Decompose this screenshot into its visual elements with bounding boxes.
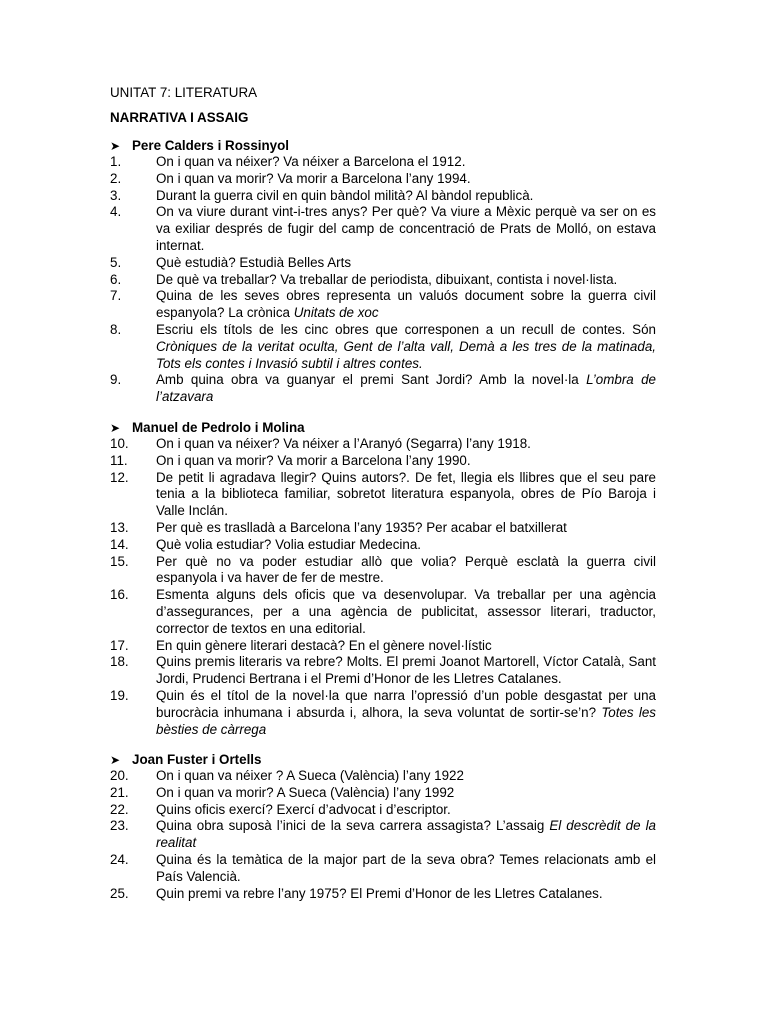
question-text: Quins premis literaris va rebre? Molts. El premi Joanot Martorell, Víctor Català, Sant Jordi, Prudenci Bertrana i el Premi d’Honor de les Lletres Catalanes. xyxy=(156,654,656,687)
question-list-calders xyxy=(110,154,656,406)
list-item xyxy=(110,188,656,205)
list-item xyxy=(110,436,656,453)
question-number: 12. xyxy=(110,469,129,485)
question-text: On i quan va néixer? Va néixer a l’Aranyó (Segarra) l’any 1918. xyxy=(156,436,531,451)
question-number: 25. xyxy=(110,885,129,901)
question-text: On va viure durant vint-i-tres anys? Per què? Va viure a Mèxic perquè va ser on es va exiliar després de fugir del camp de concentració de Prats de Molló, on estava internat. xyxy=(156,204,656,253)
author-name: Pere Calders i Rossinyol xyxy=(132,138,290,153)
question-number: 4. xyxy=(110,204,122,220)
work-title: L’ombra de l’atzavara xyxy=(156,372,656,405)
question-number: 16. xyxy=(110,587,129,603)
unit-title: UNITAT 7: LITERATURA xyxy=(110,85,258,100)
list-item xyxy=(110,785,656,802)
list-item xyxy=(110,818,656,852)
question-text: Què estudià? Estudià Belles Arts xyxy=(156,254,352,270)
work-title: El descrèdit de la realitat xyxy=(156,818,656,851)
author-heading-pedrolo xyxy=(110,420,305,437)
work-title: Cròniques de la veritat oculta, Gent de l’alta vall, Demà a les tres de la matinada, Tots els contes i Invasió subtil i altres contes. xyxy=(156,338,656,371)
question-number: 8. xyxy=(110,321,122,337)
list-item xyxy=(110,171,656,188)
question-number: 18. xyxy=(110,654,129,670)
question-text: De petit li agradava llegir? Quins autors?. De fet, llegia els llibres que el seu pare tenia a la biblioteca familiar, sobretot literatura espanyola, obres de Pío Baroja i Valle Inclán. xyxy=(156,469,656,519)
question-number: 21. xyxy=(110,784,129,800)
question-number: 24. xyxy=(110,851,129,867)
question-text: On i quan va morir? Va morir a Barcelona l’any 1994. xyxy=(156,170,471,186)
question-list-fuster xyxy=(110,768,656,902)
list-item xyxy=(110,537,656,554)
author-heading-calders xyxy=(110,138,289,155)
question-number: 15. xyxy=(110,553,129,569)
question-number: 1. xyxy=(110,154,122,169)
list-item xyxy=(110,322,656,372)
question-text: Amb quina obra va guanyar el premi Sant Jordi? Amb la novel·la xyxy=(156,372,587,388)
question-text: On i quan va morir? Va morir a Barcelona l’any 1990. xyxy=(156,452,471,468)
list-item xyxy=(110,654,656,688)
work-title: Unitats de xoc xyxy=(293,305,379,321)
list-item xyxy=(110,255,656,272)
arrowhead-bullet-icon: ➤ xyxy=(110,139,121,153)
question-number: 6. xyxy=(110,271,122,287)
question-number: 19. xyxy=(110,687,129,703)
list-item xyxy=(110,886,656,903)
question-text: Per què no va poder estudiar allò que volia? Perquè esclatà la guerra civil espanyola i va haver de fer de mestre. xyxy=(156,553,656,586)
list-item xyxy=(110,688,656,738)
question-number: 13. xyxy=(110,519,129,535)
question-text: Per què es traslladà a Barcelona l’any 1935? Per acabar el batxillerat xyxy=(156,519,567,535)
question-number: 5. xyxy=(110,254,122,270)
question-number: 9. xyxy=(110,372,122,388)
list-item xyxy=(110,154,656,171)
list-item xyxy=(110,852,656,886)
question-text: On i quan va néixer ? A Sueca (València) l’any 1922 xyxy=(156,768,464,783)
list-item xyxy=(110,453,656,470)
author-heading-fuster xyxy=(110,752,261,769)
question-text: Escriu els títols de les cinc obres que corresponen a un recull de contes. Són xyxy=(156,321,656,337)
question-text: Quina obra suposà l’inici de la seva carrera assagista? L’assaig xyxy=(156,818,550,834)
question-text: Esmenta alguns dels oficis que va desenvolupar. Va treballar per una agència d’assegurances, per a una agència de publicitat, assessor literari, traductor, corrector de textos en una editorial. xyxy=(156,587,656,636)
question-text: En quin gènere literari destacà? En el gènere novel·lístic xyxy=(156,637,492,653)
author-name: Joan Fuster i Ortells xyxy=(132,752,262,767)
list-item xyxy=(110,470,656,520)
arrowhead-bullet-icon: ➤ xyxy=(110,421,121,435)
question-number: 22. xyxy=(110,801,129,817)
question-number: 14. xyxy=(110,536,129,552)
question-text: Què volia estudiar? Volia estudiar Medecina. xyxy=(156,536,421,552)
question-text: Quina és la temàtica de la major part de la seva obra? Temes relacionats amb el País Valencià. xyxy=(156,851,656,884)
question-text: Durant la guerra civil en quin bàndol milità? Al bàndol republicà. xyxy=(156,187,534,203)
work-title: Totes les bèsties de càrrega xyxy=(156,704,656,737)
arrowhead-bullet-icon: ➤ xyxy=(110,753,121,767)
question-text: Quina de les seves obres representa un valuós document sobre la guerra civil espanyola? La crònica xyxy=(156,288,656,321)
list-item xyxy=(110,204,656,254)
author-name: Manuel de Pedrolo i Molina xyxy=(132,420,305,435)
list-item xyxy=(110,272,656,289)
question-text: De què va treballar? Va treballar de periodista, dibuixant, contista i novel·lista. xyxy=(156,271,618,287)
question-number: 17. xyxy=(110,637,129,653)
question-number: 3. xyxy=(110,187,122,203)
section-title: NARRATIVA I ASSAIG xyxy=(110,110,249,125)
question-number: 2. xyxy=(110,170,122,186)
list-item xyxy=(110,288,656,322)
question-number: 7. xyxy=(110,288,122,304)
list-item xyxy=(110,520,656,537)
question-number: 11. xyxy=(110,452,128,468)
list-item xyxy=(110,802,656,819)
list-item xyxy=(110,638,656,655)
list-item xyxy=(110,554,656,588)
question-text: Quin és el títol de la novel·la que narra l’opressió d’un poble desgastat per una burocràcia inhumana i absurda i, alhora, la seva voluntat de sortir-se’n? xyxy=(156,687,656,720)
question-number: 10. xyxy=(110,436,129,451)
question-number: 20. xyxy=(110,768,129,783)
question-text: Quins oficis exercí? Exercí d’advocat i d’escriptor. xyxy=(156,801,451,817)
list-item xyxy=(110,372,656,406)
question-number: 23. xyxy=(110,818,129,834)
question-text: Quin premi va rebre l’any 1975? El Premi d’Honor de les Lletres Catalanes. xyxy=(156,885,603,901)
question-text: On i quan va néixer? Va néixer a Barcelona el 1912. xyxy=(156,154,466,169)
question-list-pedrolo xyxy=(110,436,656,738)
question-text: On i quan va morir? A Sueca (València) l’any 1992 xyxy=(156,784,455,800)
list-item xyxy=(110,587,656,637)
list-item xyxy=(110,768,656,785)
